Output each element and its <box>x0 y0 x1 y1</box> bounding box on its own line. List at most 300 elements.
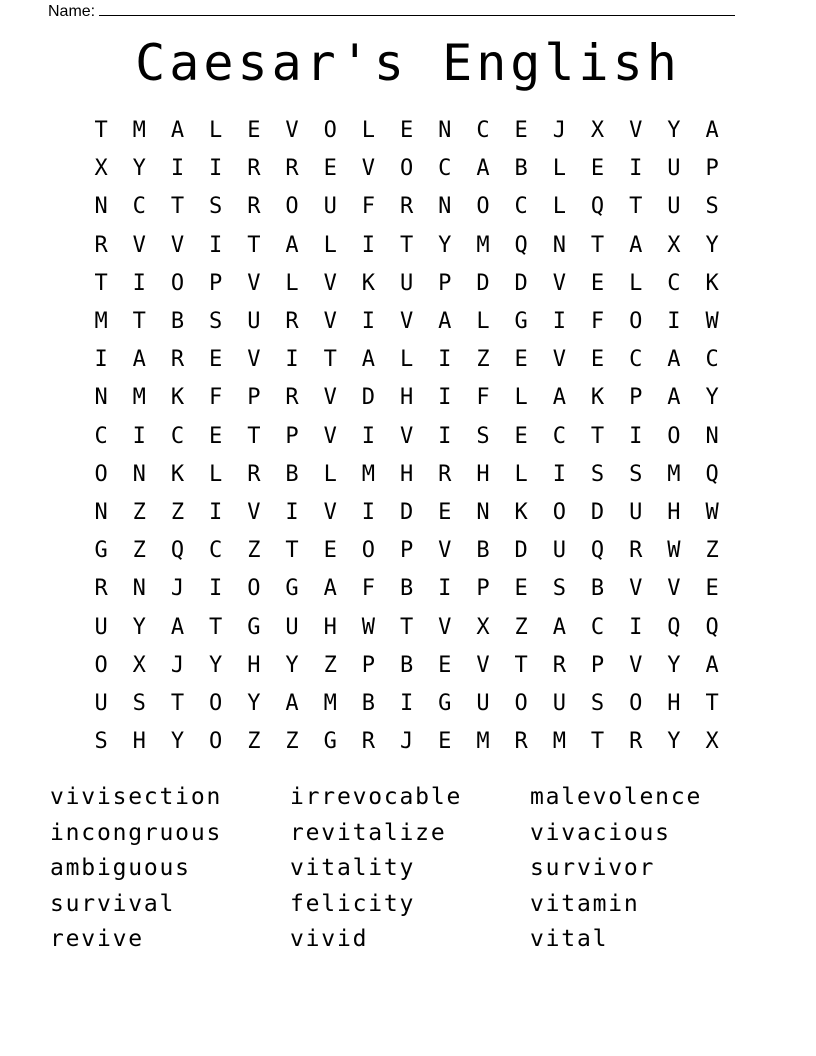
grid-cell: P <box>629 385 643 411</box>
grid-cell: R <box>247 156 261 182</box>
grid-cell: V <box>323 499 337 525</box>
grid-cell: Y <box>170 729 185 755</box>
word-item: revitalize <box>290 819 447 846</box>
grid-cell: E <box>514 347 528 373</box>
grid-cell: T <box>590 729 605 755</box>
grid-cell: E <box>323 156 337 182</box>
grid-cell: T <box>94 118 108 144</box>
grid-row <box>82 341 732 379</box>
grid-cell: M <box>667 461 681 487</box>
grid-cell: S <box>629 461 643 487</box>
grid-cell: G <box>323 729 337 755</box>
grid-cell: W <box>705 499 719 525</box>
grid-cell: N <box>438 194 452 220</box>
grid-cell: C <box>476 118 490 144</box>
grid-cell: V <box>247 499 261 525</box>
grid-cell: D <box>476 270 490 296</box>
grid-cell: Y <box>247 690 261 716</box>
grid-row <box>82 418 732 456</box>
grid-cell: I <box>209 156 223 182</box>
grid-cell: O <box>514 690 528 716</box>
grid-cell: A <box>323 576 337 602</box>
grid-cell: T <box>247 423 261 449</box>
word-item: survival <box>50 890 176 917</box>
grid-cell: H <box>247 652 261 678</box>
grid-cell: C <box>94 423 108 449</box>
grid-cell: T <box>285 538 299 564</box>
grid-cell: E <box>399 118 414 144</box>
grid-cell: N <box>476 499 490 525</box>
grid-cell: L <box>514 385 528 411</box>
name-underline <box>99 0 735 16</box>
grid-cell: N <box>94 499 108 525</box>
grid-cell: V <box>323 270 337 296</box>
grid-cell: L <box>399 347 414 373</box>
grid-cell: P <box>399 538 414 564</box>
grid-cell: B <box>285 461 299 487</box>
grid-row <box>82 723 732 761</box>
grid-cell: U <box>552 690 566 716</box>
grid-cell: V <box>247 270 261 296</box>
grid-cell: T <box>514 652 528 678</box>
grid-cell: O <box>209 690 223 716</box>
grid-cell: A <box>667 347 681 373</box>
grid-cell: R <box>170 347 185 373</box>
grid-cell: C <box>132 194 146 220</box>
grid-cell: V <box>323 385 337 411</box>
grid-cell: T <box>590 423 605 449</box>
grid-cell: O <box>170 270 185 296</box>
grid-cell: E <box>514 423 528 449</box>
word-row <box>50 780 770 816</box>
grid-row <box>82 494 732 532</box>
grid-cell: Z <box>705 538 719 564</box>
grid-cell: L <box>323 232 337 258</box>
grid-cell: T <box>705 690 719 716</box>
grid-cell: I <box>667 309 681 335</box>
grid-cell: X <box>590 118 605 144</box>
grid-cell: R <box>247 194 261 220</box>
grid-cell: S <box>590 690 605 716</box>
grid-cell: T <box>132 309 146 335</box>
grid-cell: H <box>667 690 681 716</box>
grid-cell: F <box>476 385 490 411</box>
grid-cell: W <box>705 309 719 335</box>
grid-cell: I <box>438 347 452 373</box>
grid-cell: N <box>94 385 108 411</box>
grid-cell: P <box>705 156 719 182</box>
grid-cell: C <box>705 347 719 373</box>
grid-cell: X <box>94 156 108 182</box>
grid-cell: T <box>399 614 414 640</box>
grid-cell: M <box>476 232 490 258</box>
grid-cell: T <box>247 232 261 258</box>
grid-cell: Y <box>705 232 719 258</box>
grid-cell: E <box>438 729 452 755</box>
grid-cell: T <box>590 232 605 258</box>
grid-cell: F <box>209 385 223 411</box>
grid-cell: V <box>629 576 643 602</box>
grid-cell: E <box>514 576 528 602</box>
grid-cell: V <box>247 347 261 373</box>
grid-cell: G <box>514 309 528 335</box>
grid-cell: B <box>361 690 376 716</box>
grid-cell: U <box>667 156 681 182</box>
grid-cell: H <box>132 729 146 755</box>
grid-cell: A <box>170 614 185 640</box>
grid-cell: L <box>476 309 490 335</box>
grid-cell: B <box>399 576 414 602</box>
grid-cell: I <box>132 423 146 449</box>
grid-cell: Q <box>170 538 185 564</box>
grid-cell: E <box>590 270 605 296</box>
grid-cell: F <box>590 309 605 335</box>
grid-cell: I <box>132 270 146 296</box>
grid-cell: I <box>438 385 452 411</box>
grid-cell: L <box>323 461 337 487</box>
grid-cell: E <box>438 499 452 525</box>
word-item: ambiguous <box>50 855 191 882</box>
grid-cell: Y <box>667 652 681 678</box>
word-item: irrevocable <box>290 784 463 811</box>
grid-cell: Q <box>705 461 719 487</box>
grid-cell: B <box>399 652 414 678</box>
grid-cell: O <box>209 729 223 755</box>
grid-cell: E <box>209 347 223 373</box>
grid-cell: B <box>514 156 528 182</box>
grid-cell: F <box>361 576 376 602</box>
grid-cell: Z <box>132 499 146 525</box>
grid-cell: C <box>629 347 643 373</box>
grid-cell: S <box>590 461 605 487</box>
grid-cell: O <box>94 461 108 487</box>
grid-cell: V <box>285 118 299 144</box>
grid-cell: R <box>285 156 299 182</box>
grid-cell: A <box>361 347 376 373</box>
grid-cell: V <box>629 652 643 678</box>
grid-row <box>82 112 732 150</box>
grid-cell: I <box>285 347 299 373</box>
grid-cell: C <box>514 194 528 220</box>
grid-cell: S <box>705 194 719 220</box>
grid-cell: S <box>132 690 146 716</box>
grid-cell: O <box>552 499 566 525</box>
grid-cell: A <box>552 614 566 640</box>
grid-cell: V <box>476 652 490 678</box>
grid-cell: V <box>552 270 566 296</box>
grid-cell: G <box>247 614 261 640</box>
grid-cell: I <box>361 232 376 258</box>
word-list <box>50 780 770 958</box>
grid-cell: T <box>399 232 414 258</box>
grid-cell: E <box>514 118 528 144</box>
grid-cell: X <box>476 614 490 640</box>
grid-cell: I <box>361 499 376 525</box>
grid-row <box>82 150 732 188</box>
grid-cell: Z <box>476 347 490 373</box>
grid-cell: Q <box>514 232 528 258</box>
grid-row <box>82 227 732 265</box>
grid-cell: R <box>361 729 376 755</box>
grid-cell: V <box>399 309 414 335</box>
grid-cell: H <box>323 614 337 640</box>
grid-cell: Y <box>209 652 223 678</box>
grid-cell: M <box>132 118 146 144</box>
grid-cell: G <box>285 576 299 602</box>
grid-cell: J <box>170 652 185 678</box>
page-title: Caesar's English <box>135 34 681 92</box>
grid-cell: Z <box>285 729 299 755</box>
grid-cell: D <box>399 499 414 525</box>
grid-cell: W <box>667 538 681 564</box>
grid-row <box>82 379 732 417</box>
grid-cell: E <box>209 423 223 449</box>
grid-cell: J <box>170 576 185 602</box>
grid-cell: O <box>285 194 299 220</box>
word-item: malevolence <box>530 784 703 811</box>
grid-cell: A <box>285 232 299 258</box>
grid-cell: O <box>361 538 376 564</box>
grid-cell: E <box>590 347 605 373</box>
grid-cell: G <box>438 690 452 716</box>
word-item: survivor <box>530 855 656 882</box>
grid-cell: I <box>399 690 414 716</box>
grid-cell: K <box>170 385 185 411</box>
grid-cell: F <box>361 194 376 220</box>
grid-cell: T <box>170 194 185 220</box>
grid-cell: X <box>132 652 146 678</box>
grid-cell: E <box>705 576 719 602</box>
grid-cell: Y <box>705 385 719 411</box>
grid-cell: I <box>361 423 376 449</box>
grid-cell: V <box>170 232 185 258</box>
word-item: vitality <box>290 855 416 882</box>
grid-cell: E <box>323 538 337 564</box>
grid-cell: I <box>209 232 223 258</box>
grid-cell: N <box>132 461 146 487</box>
grid-cell: Z <box>170 499 185 525</box>
grid-cell: I <box>629 423 643 449</box>
grid-cell: C <box>170 423 185 449</box>
grid-cell: Y <box>132 614 146 640</box>
grid-cell: M <box>323 690 337 716</box>
grid-cell: H <box>399 385 414 411</box>
grid-cell: O <box>94 652 108 678</box>
grid-cell: T <box>209 614 223 640</box>
grid-cell: I <box>552 461 566 487</box>
grid-cell: S <box>94 729 108 755</box>
grid-cell: U <box>667 194 681 220</box>
grid-cell: A <box>170 118 185 144</box>
grid-cell: R <box>247 461 261 487</box>
grid-cell: D <box>590 499 605 525</box>
grid-cell: L <box>285 270 299 296</box>
grid-cell: U <box>629 499 643 525</box>
grid-cell: R <box>552 652 566 678</box>
grid-cell: C <box>590 614 605 640</box>
grid-cell: Y <box>667 729 681 755</box>
grid-cell: M <box>552 729 566 755</box>
grid-row <box>82 303 732 341</box>
grid-cell: T <box>323 347 337 373</box>
grid-cell: U <box>94 690 108 716</box>
grid-cell: A <box>552 385 566 411</box>
grid-cell: C <box>209 538 223 564</box>
word-item: vitamin <box>530 890 640 917</box>
word-item: incongruous <box>50 819 223 846</box>
grid-cell: R <box>285 385 299 411</box>
grid-cell: L <box>361 118 376 144</box>
grid-cell: O <box>476 194 490 220</box>
grid-cell: M <box>94 309 108 335</box>
word-item: vivisection <box>50 784 223 811</box>
grid-cell: T <box>629 194 643 220</box>
grid-cell: B <box>170 309 185 335</box>
grid-cell: U <box>247 309 261 335</box>
grid-cell: Y <box>667 118 681 144</box>
grid-cell: S <box>209 194 223 220</box>
grid-cell: Z <box>132 538 146 564</box>
letter-grid <box>82 112 732 761</box>
grid-cell: P <box>438 270 452 296</box>
grid-cell: V <box>399 423 414 449</box>
grid-cell: I <box>209 499 223 525</box>
grid-cell: V <box>323 309 337 335</box>
grid-cell: P <box>247 385 261 411</box>
grid-cell: A <box>285 690 299 716</box>
grid-cell: A <box>705 118 719 144</box>
grid-cell: R <box>629 729 643 755</box>
grid-cell: D <box>514 270 528 296</box>
grid-cell: Z <box>247 538 261 564</box>
grid-cell: H <box>399 461 414 487</box>
grid-cell: E <box>590 156 605 182</box>
grid-cell: M <box>361 461 376 487</box>
name-field <box>48 0 735 21</box>
grid-cell: L <box>552 194 566 220</box>
grid-cell: B <box>590 576 605 602</box>
grid-cell: I <box>361 309 376 335</box>
grid-cell: N <box>132 576 146 602</box>
grid-row <box>82 570 732 608</box>
grid-cell: V <box>323 423 337 449</box>
grid-cell: T <box>94 270 108 296</box>
grid-row <box>82 188 732 226</box>
grid-cell: B <box>476 538 490 564</box>
grid-cell: P <box>590 652 605 678</box>
grid-cell: Z <box>514 614 528 640</box>
grid-cell: A <box>132 347 146 373</box>
grid-cell: S <box>209 309 223 335</box>
word-row <box>50 816 770 852</box>
grid-cell: Y <box>285 652 299 678</box>
grid-cell: M <box>132 385 146 411</box>
grid-cell: K <box>361 270 376 296</box>
grid-cell: L <box>209 118 223 144</box>
grid-cell: I <box>94 347 108 373</box>
grid-cell: P <box>285 423 299 449</box>
grid-cell: I <box>629 156 643 182</box>
grid-cell: Z <box>323 652 337 678</box>
grid-cell: V <box>552 347 566 373</box>
grid-cell: P <box>476 576 490 602</box>
grid-cell: C <box>438 156 452 182</box>
grid-cell: Q <box>705 614 719 640</box>
grid-cell: Y <box>438 232 452 258</box>
word-item: felicity <box>290 890 416 917</box>
grid-cell: R <box>94 232 108 258</box>
word-item: vivid <box>290 926 369 953</box>
grid-cell: X <box>705 729 719 755</box>
grid-row <box>82 532 732 570</box>
grid-cell: H <box>476 461 490 487</box>
grid-cell: N <box>705 423 719 449</box>
grid-row <box>82 647 732 685</box>
grid-cell: A <box>667 385 681 411</box>
grid-cell: P <box>361 652 376 678</box>
grid-cell: J <box>552 118 566 144</box>
word-item: revive <box>50 926 144 953</box>
grid-cell: V <box>629 118 643 144</box>
grid-cell: Y <box>132 156 146 182</box>
grid-row <box>82 265 732 303</box>
grid-cell: R <box>629 538 643 564</box>
grid-cell: E <box>438 652 452 678</box>
grid-cell: L <box>552 156 566 182</box>
grid-cell: O <box>629 309 643 335</box>
grid-cell: T <box>170 690 185 716</box>
word-item: vital <box>530 926 609 953</box>
grid-cell: U <box>285 614 299 640</box>
grid-cell: C <box>667 270 681 296</box>
grid-cell: I <box>552 309 566 335</box>
grid-cell: I <box>438 576 452 602</box>
grid-cell: N <box>552 232 566 258</box>
word-row <box>50 922 770 958</box>
grid-cell: I <box>170 156 185 182</box>
grid-cell: U <box>476 690 490 716</box>
grid-cell: L <box>209 461 223 487</box>
grid-cell: O <box>323 118 337 144</box>
grid-cell: V <box>361 156 376 182</box>
grid-cell: L <box>514 461 528 487</box>
grid-cell: S <box>552 576 566 602</box>
grid-cell: U <box>399 270 414 296</box>
grid-cell: N <box>94 194 108 220</box>
word-item: vivacious <box>530 819 671 846</box>
grid-cell: K <box>170 461 185 487</box>
grid-cell: D <box>361 385 376 411</box>
grid-cell: E <box>247 118 261 144</box>
grid-cell: C <box>552 423 566 449</box>
grid-row <box>82 608 732 646</box>
grid-cell: V <box>438 538 452 564</box>
grid-cell: U <box>323 194 337 220</box>
grid-cell: D <box>514 538 528 564</box>
grid-cell: R <box>285 309 299 335</box>
grid-cell: I <box>285 499 299 525</box>
word-row <box>50 887 770 923</box>
grid-cell: I <box>629 614 643 640</box>
grid-cell: K <box>705 270 719 296</box>
grid-cell: W <box>361 614 376 640</box>
grid-cell: K <box>514 499 528 525</box>
grid-cell: R <box>514 729 528 755</box>
grid-cell: Q <box>590 194 605 220</box>
grid-cell: O <box>399 156 414 182</box>
grid-cell: V <box>132 232 146 258</box>
grid-cell: H <box>667 499 681 525</box>
